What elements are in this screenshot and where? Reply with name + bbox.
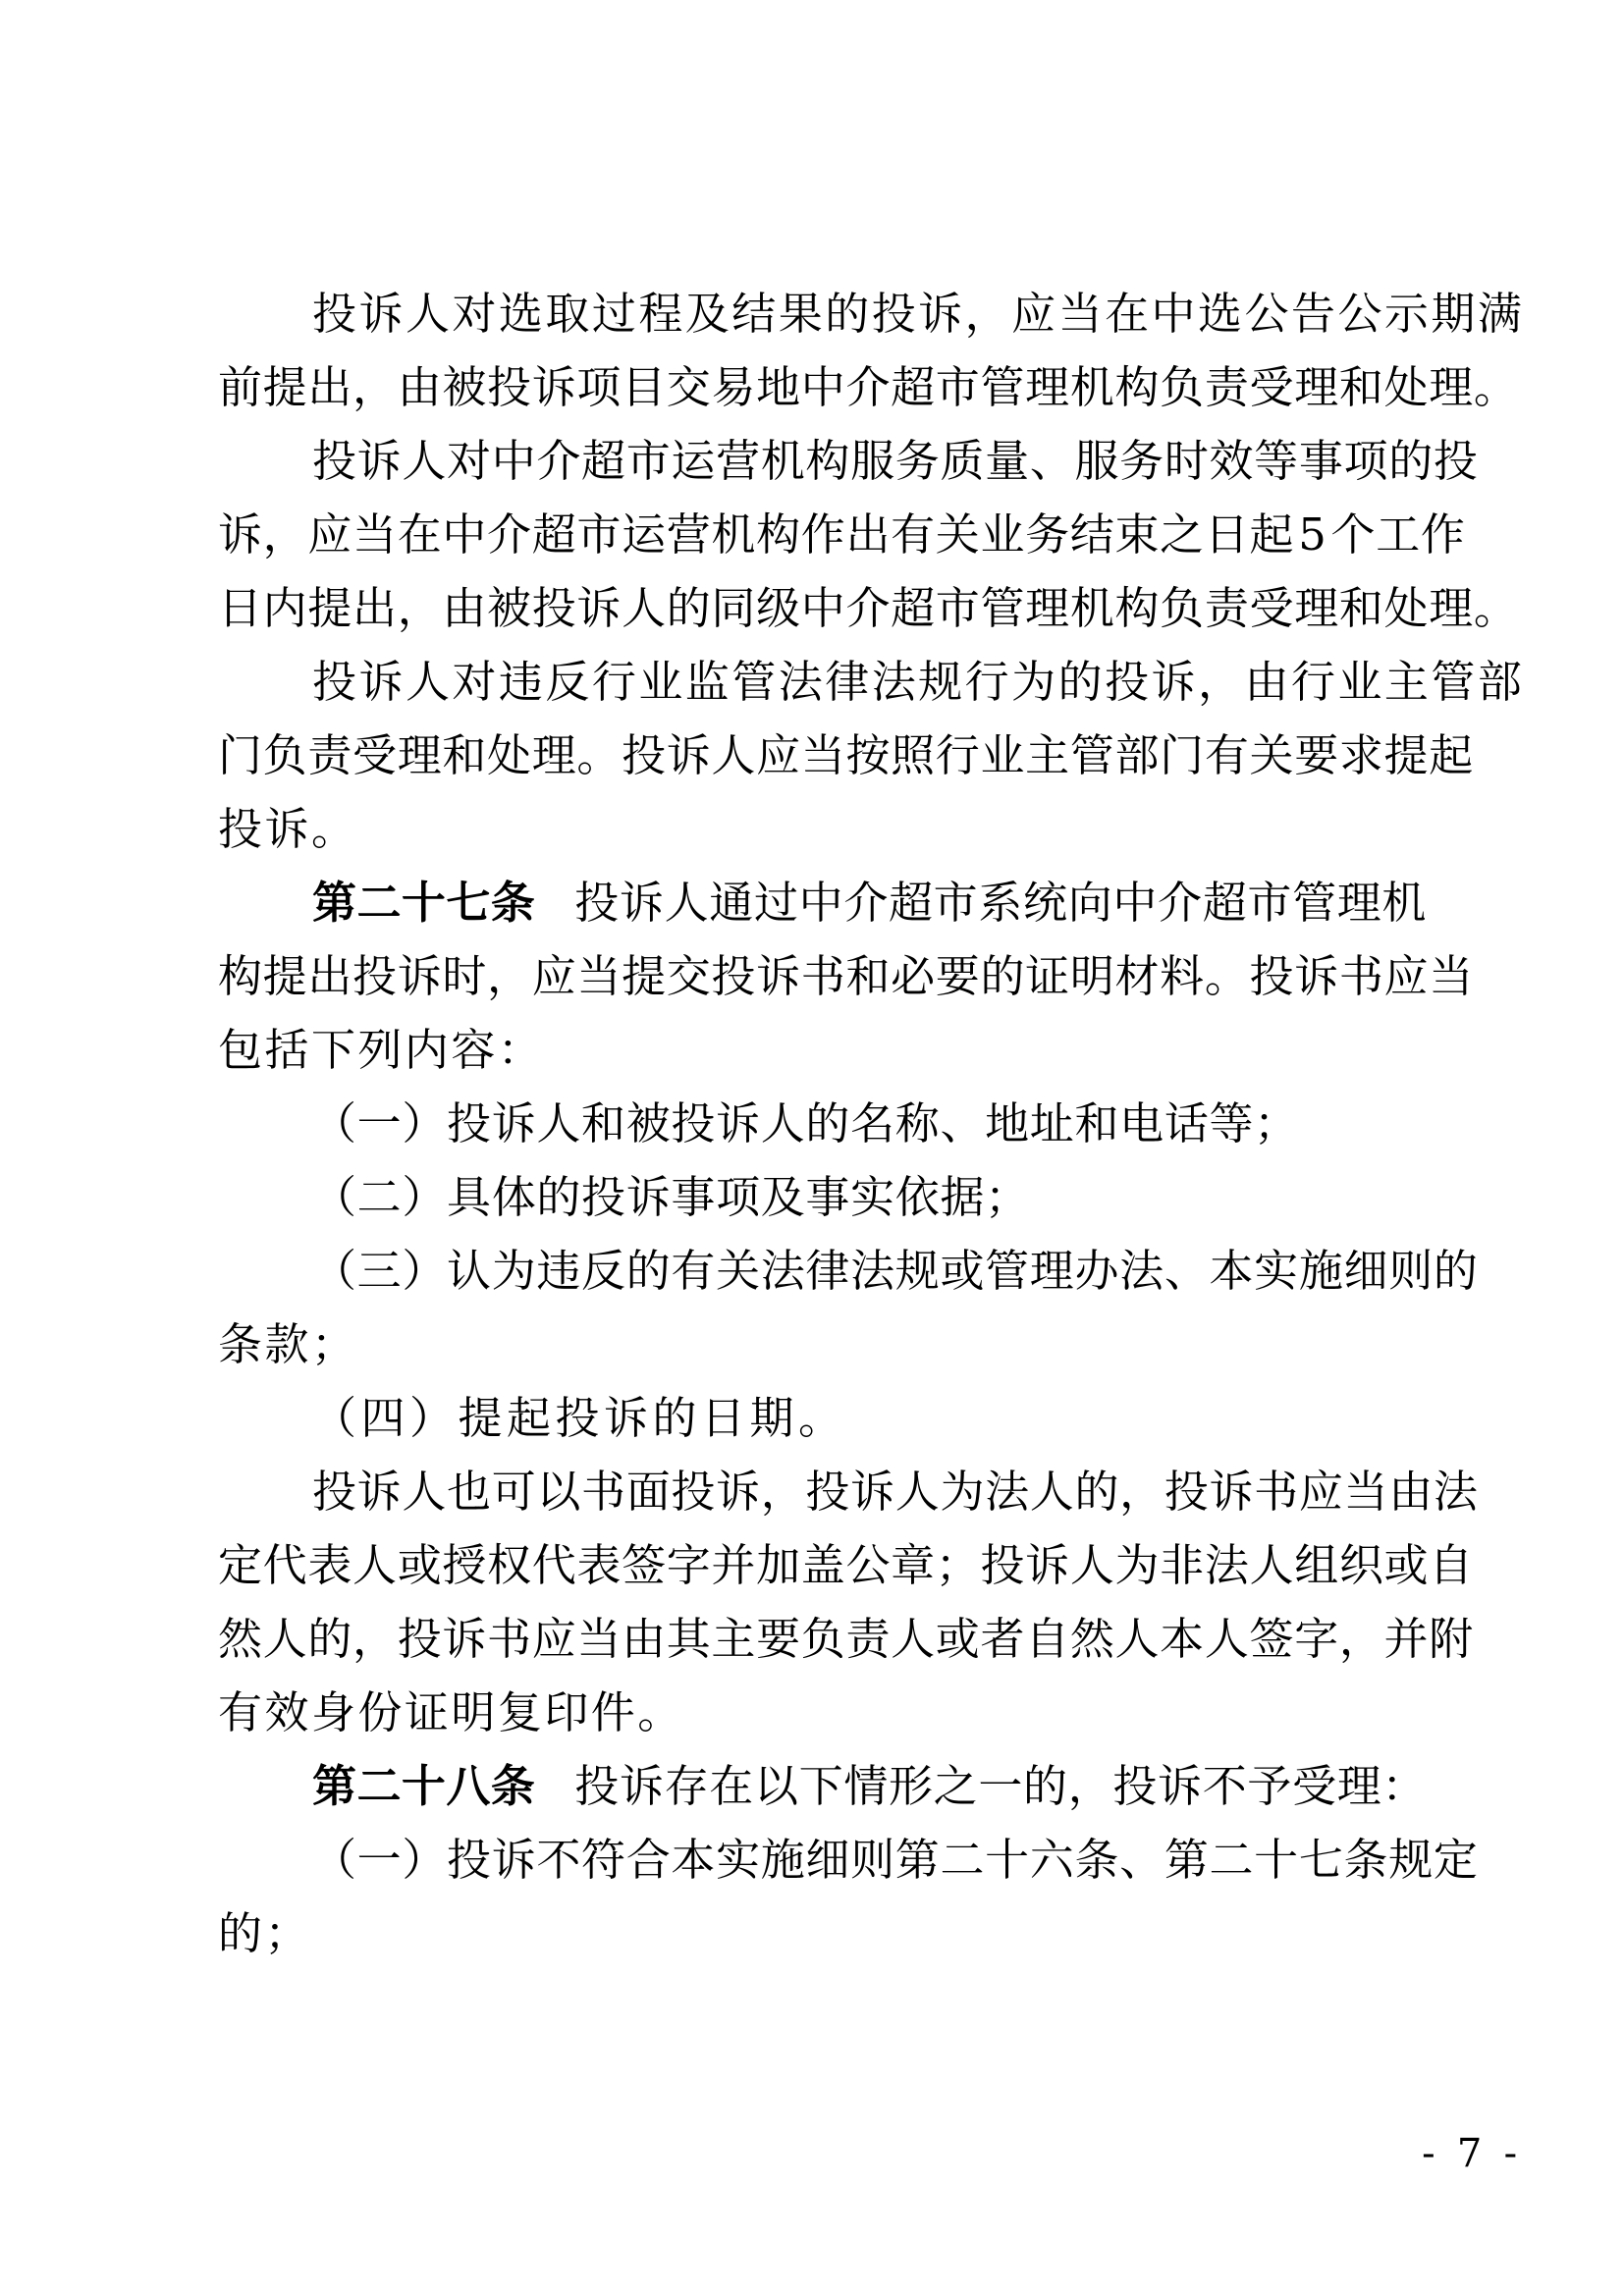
line-text: 构提出投诉时，应当提交投诉书和必要的证明材料。投诉书应当: [218, 950, 1474, 1002]
paragraph-line: [218, 1308, 1432, 1381]
line-text: （一）投诉不符合本实施细则第二十六条、第二十七条规定: [312, 1834, 1479, 1886]
paragraph-line: [218, 1455, 1479, 1528]
paragraph-line: [218, 350, 1519, 424]
line-text: 投诉存在以下情形之一的，投诉不予受理：: [574, 1760, 1428, 1812]
line-text: 投诉。: [218, 803, 358, 855]
clause-item-3: [218, 1234, 1479, 1308]
line-text-after: 个工作: [1330, 508, 1466, 561]
clause-item-1: [218, 1823, 1479, 1896]
line-text: （四）提起投诉的日期。: [312, 1392, 847, 1444]
line-text: 投诉人对中介超市运营机构服务质量、服务时效等事项的投: [312, 435, 1479, 487]
line-text: 有效身份证明复印件。: [218, 1686, 684, 1738]
line-text: 然人的，投诉书应当由其主要负责人或者自然人本人签字，并附: [218, 1613, 1474, 1665]
working-days-number: 5: [1298, 508, 1327, 561]
article-number-27: 第二十七条: [312, 877, 536, 929]
line-text: （一）投诉人和被投诉人的名称、地址和电话等；: [312, 1097, 1299, 1149]
line-text: 日内提出，由被投诉人的同级中介超市管理机构负责受理和处理。: [218, 582, 1519, 634]
page-number: - 7 -: [1422, 2131, 1522, 2176]
paragraph-line: [218, 1676, 1432, 1749]
paragraph-line: [218, 1602, 1474, 1676]
paragraph-line: [218, 424, 1479, 498]
paragraph-line: [218, 719, 1474, 792]
article-heading-line: [218, 1749, 1432, 1823]
paragraph-line: [218, 277, 1525, 350]
paragraph-line: [218, 1528, 1474, 1602]
line-text: 定代表人或授权代表签字并加盖公章；投诉人为非法人组织或自: [218, 1539, 1474, 1591]
line-text: 前提出，由被投诉项目交易地中介超市管理机构负责受理和处理。: [218, 361, 1519, 413]
line-text-before: 诉，应当在中介超市运营机构作出有关业务结束之日起: [218, 508, 1295, 561]
paragraph-line: [218, 1013, 1432, 1087]
line-text: 条款；: [218, 1318, 358, 1370]
clause-item-1: [218, 1087, 1432, 1160]
article-number-28: 第二十八条: [312, 1760, 536, 1812]
paragraph-line: [218, 571, 1519, 645]
clause-item-2: [218, 1160, 1432, 1234]
line-text: 门负责受理和处理。投诉人应当按照行业主管部门有关要求提起: [218, 729, 1474, 781]
paragraph-line: [218, 792, 1432, 866]
line-text: 投诉人通过中介超市系统向中介超市管理机: [574, 877, 1428, 929]
line-text: 投诉人对选取过程及结果的投诉，应当在中选公告公示期满: [312, 288, 1525, 340]
paragraph-line: [218, 645, 1525, 719]
line-text: 包括下列内容：: [218, 1024, 545, 1076]
paragraph-line: [218, 939, 1474, 1013]
line-text: 投诉人也可以书面投诉，投诉人为法人的，投诉书应当由法: [312, 1466, 1479, 1518]
line-text: （三）认为违反的有关法律法规或管理办法、本实施细则的: [312, 1245, 1479, 1297]
paragraph-line: [218, 498, 1466, 571]
paragraph-line: [218, 1896, 1432, 1970]
line-text: （二）具体的投诉事项及事实依据；: [312, 1171, 1030, 1223]
clause-item-4: [218, 1381, 1432, 1455]
line-text: 投诉人对违反行业监管法律法规行为的投诉，由行业主管部: [312, 656, 1525, 708]
document-body-text: [218, 277, 1525, 1970]
article-heading-line: [218, 866, 1432, 939]
line-text: 的；: [218, 1907, 311, 1959]
